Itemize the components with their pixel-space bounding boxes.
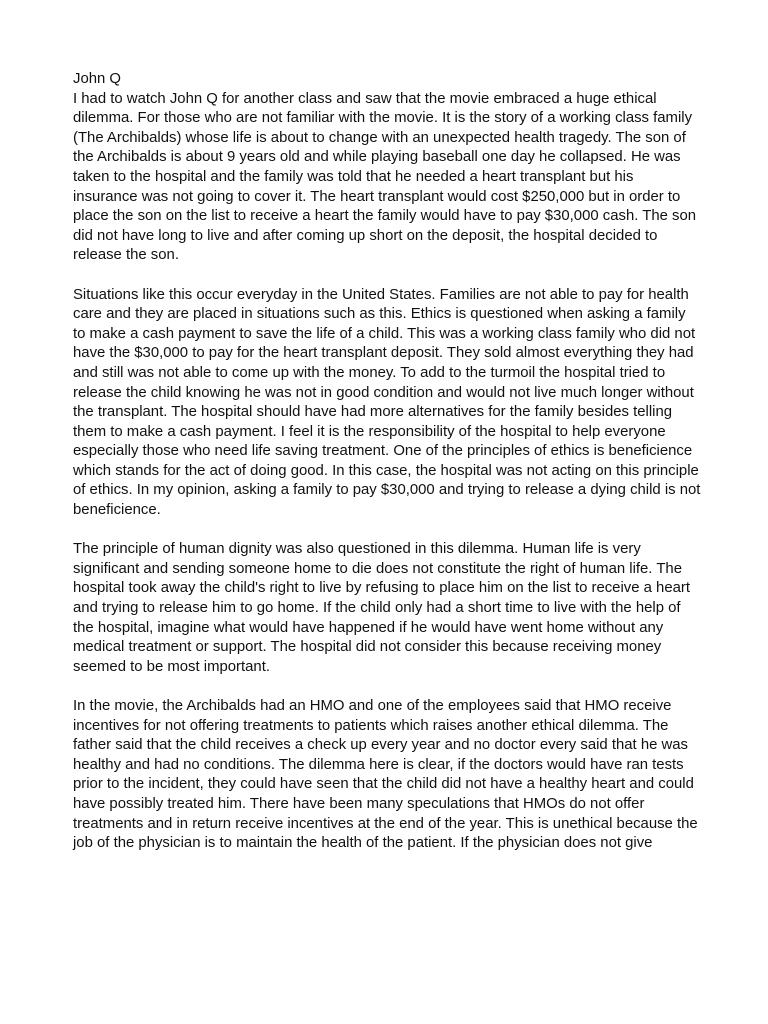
paragraph-3: The principle of human dignity was also questioned in this dilemma. Human life is very significant and sending someone home to die does not constitute the right of human life. The hospital took away the child's right to live by refusing to place him on the list to receive a heart and trying to release him to go home. If the child only had a short time to live with the help of the hospital, imagine what would have happened if he would have went home without any medical treatment or support. The hospital did not consider this because receiving money seemed to be most important. — [73, 541, 690, 675]
document-page — [73, 70, 701, 873]
document-title: John Q — [73, 71, 122, 87]
paragraph-2: Situations like this occur everyday in the United States. Families are not able to pay for health care and they are placed in situations such as this. Ethics is questioned when asking a family to make a cash payment to save the life of a child. This was a working class family who did not have the $30,000 to pay for the heart transplant deposit. They sold almost everything they had and still was not able to come up with the money. To add to the turmoil the hospital tried to release the child knowing he was not in good condition and would not live much longer without the transplant. The hospital should have had more alternatives for the family besides telling them to make a cash payment. I feel it is the responsibility of the hospital to help everyone especially those who need life saving treatment. One of the principles of ethics is beneficience which stands for the act of doing good. In this case, the hospital was not acting on this principle of ethics. In my opinion, asking a family to pay $30,000 and trying to release a dying child is not beneficience. — [73, 286, 701, 519]
paragraph-1: I had to watch John Q for another class and saw that the movie embraced a huge ethical dilemma. For those who are not familiar with the movie. It is the story of a working class family (The Archibalds) whose life is about to change with an unexpected health tragedy. The son of the Archibalds is about 9 years old and while playing baseball one day he collapsed. He was taken to the hospital and the family was told that he needed a heart transplant but his insurance was not going to cover it. The heart transplant would cost $250,000 but in order to place the son on the list to receive a heart the family would have to pay $30,000 cash. The son did not have long to live and after coming up short on the deposit, the hospital decided to release the son. — [73, 90, 697, 264]
paragraph-4: In the movie, the Archibalds had an HMO and one of the employees said that HMO receive incentives for not offering treatments to patients which raises another ethical dilemma. The father said that the child receives a check up every year and no doctor every said that he was healthy and had no conditions. The dilemma here is clear, if the doctors would have ran tests prior to the incident, they could have seen that the child did not have a healthy heart and could have possibly treated him. There have been many speculations that HMOs do not offer treatments and in return receive incentives at the end of the year. This is unethical because the job of the physician is to maintain the health of the patient. If the physician does not give — [73, 698, 698, 852]
